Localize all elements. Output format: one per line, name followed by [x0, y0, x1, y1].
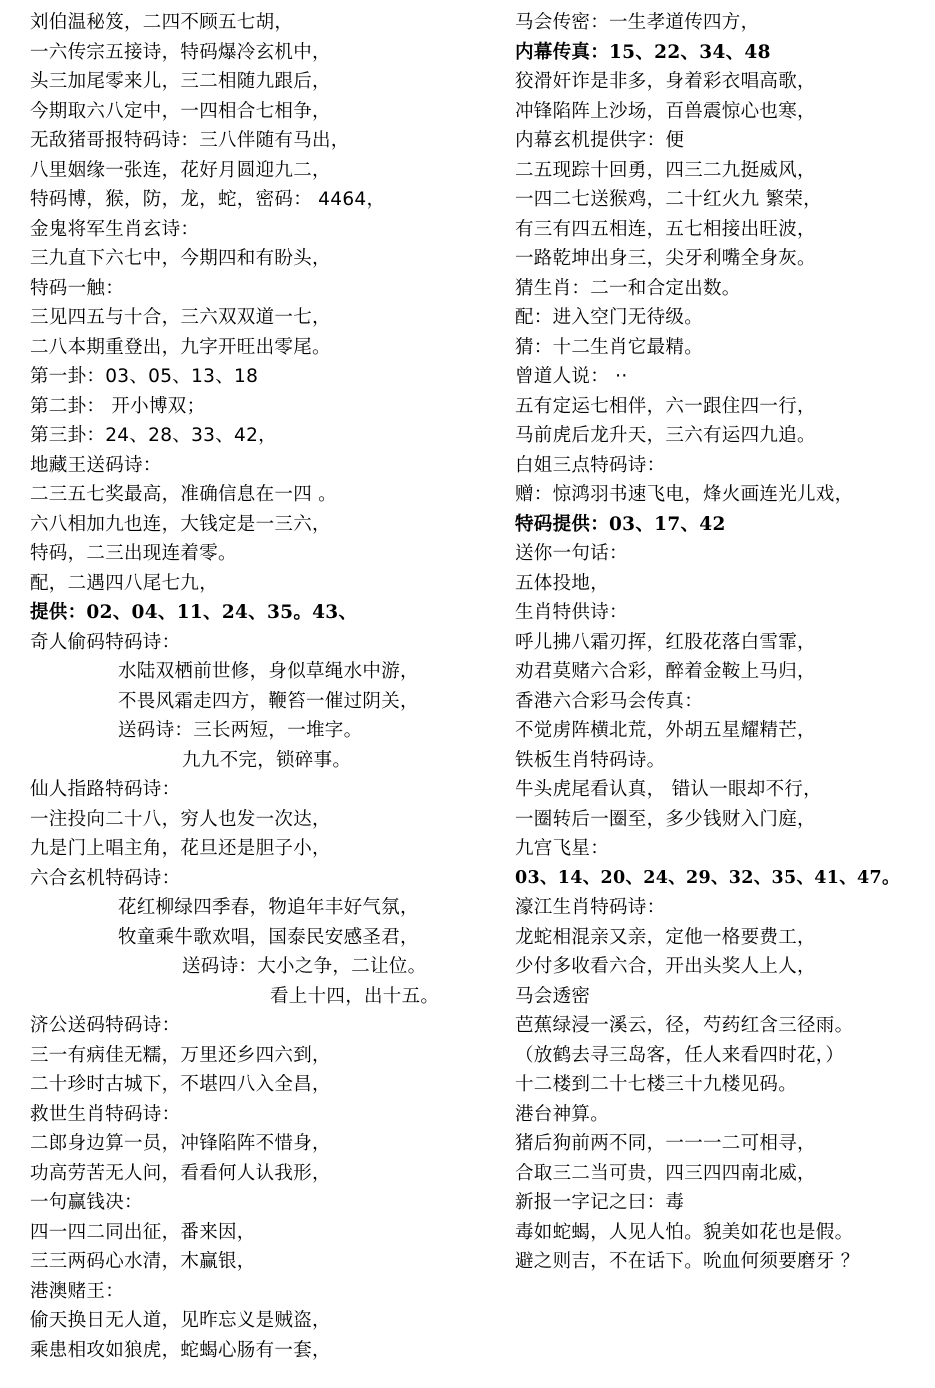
text-line: 水陆双栖前世修，身似草绳水中游，	[118, 661, 419, 682]
text-line: 二郎身边算一员，冲锋陷阵不惜身，	[30, 1133, 331, 1154]
text-line: 送你一句话：	[515, 543, 628, 564]
text-line: 二三五七奖最高，准确信息在一四 。	[30, 484, 337, 505]
text-line: 济公送码特码诗：	[30, 1015, 181, 1036]
text-line: 送码诗：三长两短，一堆字。	[118, 720, 363, 741]
text-line: 第二卦： 开小博双；	[30, 395, 206, 417]
left-column	[30, 8, 470, 1365]
text-line: 一四二七送猴鸡，二十红火九 繁荣，	[515, 189, 822, 210]
text-line: 九宫飞星：	[515, 838, 610, 859]
text-line: 三三两码心水清，木赢银，	[30, 1251, 256, 1272]
text-line: 送码诗：大小之争，二让位。	[182, 956, 427, 977]
text-line: 无敌猪哥报特码诗：三八伴随有马出，	[30, 130, 350, 151]
text-line: 特码博，猴，防，龙，蛇，密码： 4464，	[30, 189, 386, 210]
text-line: 九是门上唱主角，花旦还是胆子小，	[30, 838, 331, 859]
text-line: 狡滑奸诈是非多，身着彩衣唱高歌，	[515, 71, 816, 92]
text-line: 白姐三点特码诗：	[515, 454, 666, 476]
text-line: 芭蕉绿浸一溪云，径，芍药红含三径雨。	[515, 1015, 854, 1036]
text-line: 铁板生肖特码诗。	[515, 749, 666, 771]
text-line: 二十珍时古城下，不堪四八入全昌，	[30, 1074, 331, 1095]
text-line: 呼儿拂八霜刃挥，红股花落白雪霏，	[515, 631, 816, 653]
text-line: 三一有病佳无糯，万里还乡四六到，	[30, 1044, 331, 1066]
text-line: 内幕玄机提供字：便	[515, 130, 685, 151]
text-line: 猪后狗前两不同，一一一二可相寻，	[515, 1133, 816, 1154]
text-line: 港澳赌王：	[30, 1280, 125, 1302]
text-line: 提供：02、04、11、24、35。43、	[30, 602, 358, 623]
text-line: 五有定运七相伴，六一跟住四一行，	[515, 395, 816, 417]
text-line: 牛头虎尾看认真， 错认一眼却不行，	[515, 779, 822, 800]
text-line: 一六传宗五接诗，特码爆冷玄机中，	[30, 41, 331, 63]
text-line: 今期取六八定中，一四相合七相争，	[30, 100, 331, 122]
text-line: 新报一字记之曰：毒	[515, 1192, 685, 1213]
text-line: 少付多收看六合，开出头奖人上人，	[515, 956, 816, 977]
text-line: 牧童乘牛歌欢唱，国泰民安感圣君，	[118, 926, 419, 948]
text-line: 九九不完，锁碎事。	[182, 749, 352, 771]
text-line: 乘患相攻如狼虎，蛇蝎心肠有一套，	[30, 1339, 331, 1361]
text-line: 一路乾坤出身三，尖牙利嘴全身灰。	[515, 248, 816, 269]
text-line: 三见四五与十合，三六双双道一七，	[30, 307, 331, 328]
text-line: 一句赢钱决：	[30, 1192, 143, 1213]
text-line: 龙蛇相混亲又亲，定他一格要费工，	[515, 926, 816, 948]
text-line: 赠：惊鸿羽书速飞电，烽火画连光儿戏，	[515, 484, 854, 505]
text-line: 一圈转后一圈至，多少钱财入门庭，	[515, 808, 816, 830]
text-line: 毒如蛇蝎，人见人怕。貌美如花也是假。	[515, 1221, 854, 1243]
text-line: 不畏风霜走四方，鞭笞一催过阴关，	[118, 690, 419, 712]
right-column	[515, 8, 930, 1277]
text-line: 仙人指路特码诗：	[30, 779, 181, 800]
text-line: 第一卦：03、05、13、18	[30, 366, 259, 387]
text-line: 劝君莫赌六合彩，醉着金鞍上马归，	[515, 661, 816, 682]
text-line: 马前虎后龙升天，三六有运四九追。	[515, 425, 816, 446]
text-line: 救世生肖特码诗：	[30, 1103, 181, 1125]
text-line: 港台神算。	[515, 1103, 610, 1125]
text-line: 内幕传真：15、22、34、48	[515, 41, 771, 63]
text-line: 生肖特供诗：	[515, 602, 628, 623]
text-line: 四一四二同出征，番来因，	[30, 1221, 256, 1243]
text-line: 配，二遇四八尾七九，	[30, 572, 219, 594]
text-line: 一注投向二十八，穷人也发一次达，	[30, 808, 331, 830]
text-line: 三九直下六七中，今期四和有盼头，	[30, 248, 331, 269]
text-line: 五体投地，	[515, 572, 610, 594]
text-line: 有三有四五相连，五七相接出旺波，	[515, 218, 816, 240]
text-line: 特码提供：03、17、42	[515, 513, 726, 535]
text-line: 看上十四，出十五。	[270, 985, 440, 1007]
text-line: 八里姻缘一张连，花好月圆迎九二，	[30, 159, 331, 181]
text-line: 第三卦：24、28、33、42，	[30, 425, 277, 446]
text-line: 偷天换日无人道，见昨忘义是贼盗，	[30, 1310, 331, 1331]
text-line: 功高劳苦无人问，看看何人认我形，	[30, 1162, 331, 1184]
text-line: 不觉虏阵横北荒，外胡五星耀精芒，	[515, 720, 816, 741]
text-line: 马会透密	[515, 985, 591, 1007]
text-line: 奇人偷码特码诗：	[30, 631, 181, 653]
text-line: 六八相加九也连，大钱定是一三六，	[30, 513, 331, 535]
text-line: 配：进入空门无待级。	[515, 307, 704, 328]
text-line: 合取三二当可贵，四三四四南北威，	[515, 1162, 816, 1184]
text-line: 十二楼到二十七楼三十九楼见码。	[515, 1074, 798, 1095]
text-line: 香港六合彩马会传真：	[515, 690, 704, 712]
text-line: 特码，二三出现连着零。	[30, 543, 237, 564]
text-line: 头三加尾零来儿，三二相随九跟后，	[30, 71, 331, 92]
text-line: 刘伯温秘笈，二四不顾五七胡，	[30, 12, 294, 33]
text-line: 猜：十二生肖它最精。	[515, 336, 704, 358]
text-line: 避之则吉，不在话下。吮血何须要磨牙 ？	[515, 1251, 860, 1272]
text-line: 金鬼将军生肖玄诗：	[30, 218, 200, 240]
text-line: 二五现踪十回勇，四三二九挺威风，	[515, 159, 816, 181]
text-line: 马会传密：一生孝道传四方，	[515, 12, 760, 33]
text-line: 濠江生肖特码诗：	[515, 897, 666, 918]
text-line: 03、14、20、24、29、32、35、41、47。	[515, 867, 900, 888]
text-line: 地藏王送码诗：	[30, 454, 162, 476]
text-line: 二八本期重登出，九字开旺出零尾。	[30, 336, 331, 358]
text-line: 六合玄机特码诗：	[30, 867, 181, 889]
text-line: 特码一触：	[30, 277, 125, 299]
text-line: 冲锋陷阵上沙场，百兽震惊心也寒，	[515, 100, 816, 122]
text-line: 猜生肖：二一和合定出数。	[515, 277, 741, 299]
text-line: 曾道人说： ··	[515, 366, 628, 387]
text-line: 花红柳绿四季春，物追年丰好气氛，	[118, 897, 419, 918]
text-line: （放鹤去寻三岛客，任人来看四时花，）	[515, 1044, 845, 1066]
